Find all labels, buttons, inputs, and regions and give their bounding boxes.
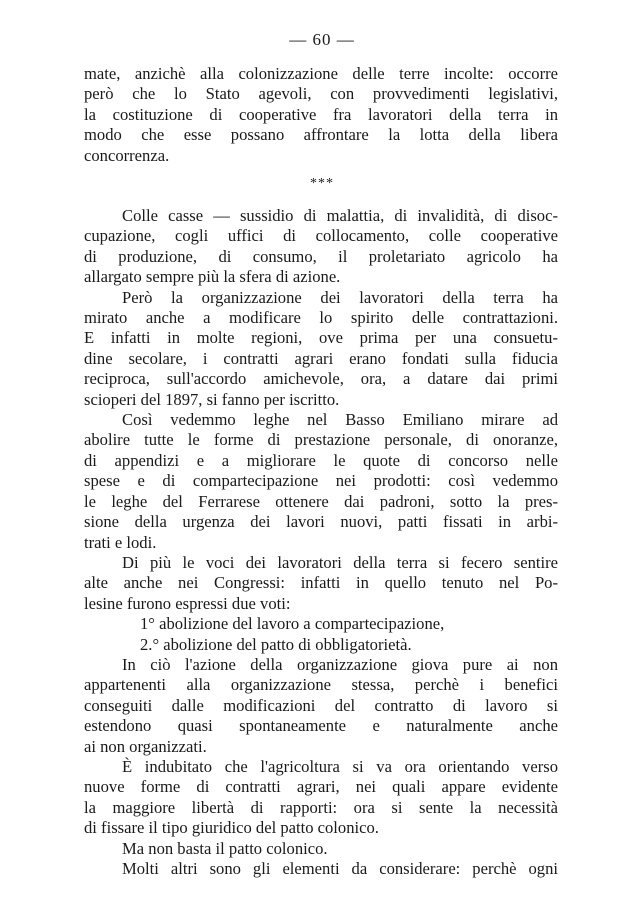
- text-line: Ma non basta il patto colonico.: [122, 838, 328, 858]
- text-line: cupazione, cogli uffici di collocamento, colle cooperative: [84, 226, 558, 246]
- text-line: abolire tutte le forme di prestazione personale, di onoranze,: [84, 430, 558, 450]
- text-line: scioperi del 1897, si fanno per iscritto.: [84, 389, 340, 409]
- text-line: le leghe del Ferrarese ottenere dai padroni, sotto la pres-: [84, 491, 558, 511]
- text-line: nuove forme di contratti agrari, nei quali appare evidente: [84, 777, 558, 797]
- text-line: estendono quasi spontaneamente e naturalmente anche: [84, 716, 558, 736]
- text-line: Di più le voci dei lavoratori della terra si fecero sentire: [122, 552, 558, 572]
- text-line: mate, anzichè alla colonizzazione delle terre incolte: occorre: [84, 64, 558, 83]
- text-line: conseguiti dalle modificazioni del contratto di lavoro si: [84, 695, 558, 715]
- list-item: 2.° abolizione del patto di obbligatorietà.: [140, 634, 412, 654]
- text-line: di fissare il tipo giuridico del patto colonico.: [84, 818, 379, 838]
- text-line: allargato sempre più la sfera di azione.: [84, 267, 341, 287]
- text-line: mirato anche a modificare lo spirito delle contrattazioni.: [84, 308, 558, 328]
- text-line: però che lo Stato agevoli, con provvedimenti legislativi,: [84, 84, 558, 104]
- text-line: appartenenti alla organizzazione stessa, perchè i benefici: [84, 675, 558, 695]
- text-line: Colle casse — sussidio di malattia, di invalidità, di disoc-: [122, 206, 558, 225]
- text-line: Così vedemmo leghe nel Basso Emiliano mirare ad: [122, 410, 558, 430]
- text-line: In ciò l'azione della organizzazione giova pure ai non: [122, 654, 558, 674]
- paragraph-continuation: [84, 64, 558, 166]
- text-line: la costituzione di cooperative fra lavoratori della terra in: [84, 104, 558, 124]
- list-item: 1° abolizione del lavoro a compartecipazione,: [140, 614, 445, 634]
- text-line: lesine furono espressi due voti:: [84, 593, 291, 613]
- text-line: reciproca, sull'accordo amichevole, ora, a datare dai primi: [84, 369, 558, 389]
- text-line: concorrenza.: [84, 145, 170, 165]
- main-text: [84, 206, 558, 879]
- text-line: È indubitato che l'agricoltura si va ora orientando verso: [122, 756, 558, 776]
- text-line: la maggiore libertà di rapporti: ora si sente la necessità: [84, 797, 558, 817]
- text-line: alte anche nei Congressi: infatti in quello tenuto nel Po-: [84, 573, 558, 593]
- text-line: di produzione, di consumo, il proletariato agricolo ha: [84, 246, 558, 266]
- page-number: — 60 —: [289, 30, 355, 49]
- text-line: Molti altri sono gli elementi da considerare: perchè ogni: [122, 859, 558, 878]
- text-line: modo che esse possano affrontare la lotta della libera: [84, 125, 558, 145]
- section-separator: ***: [310, 176, 334, 191]
- text-line: sione della urgenza dei lavori nuovi, patti fissati in arbi-: [84, 512, 558, 532]
- text-line: di appendizi e a migliorare le quote di concorso nelle: [84, 450, 558, 470]
- text-line: ai non organizzati.: [84, 736, 207, 756]
- text-line: spese e di compartecipazione nei prodotti: così vedemmo: [84, 471, 558, 491]
- text-line: Però la organizzazione dei lavoratori della terra ha: [122, 287, 558, 307]
- text-line: E infatti in molte regioni, ove prima per una consuetu-: [84, 328, 558, 348]
- text-line: dine secolare, i contratti agrari erano fondati sulla fiducia: [84, 348, 558, 368]
- text-line: trati e lodi.: [84, 532, 157, 552]
